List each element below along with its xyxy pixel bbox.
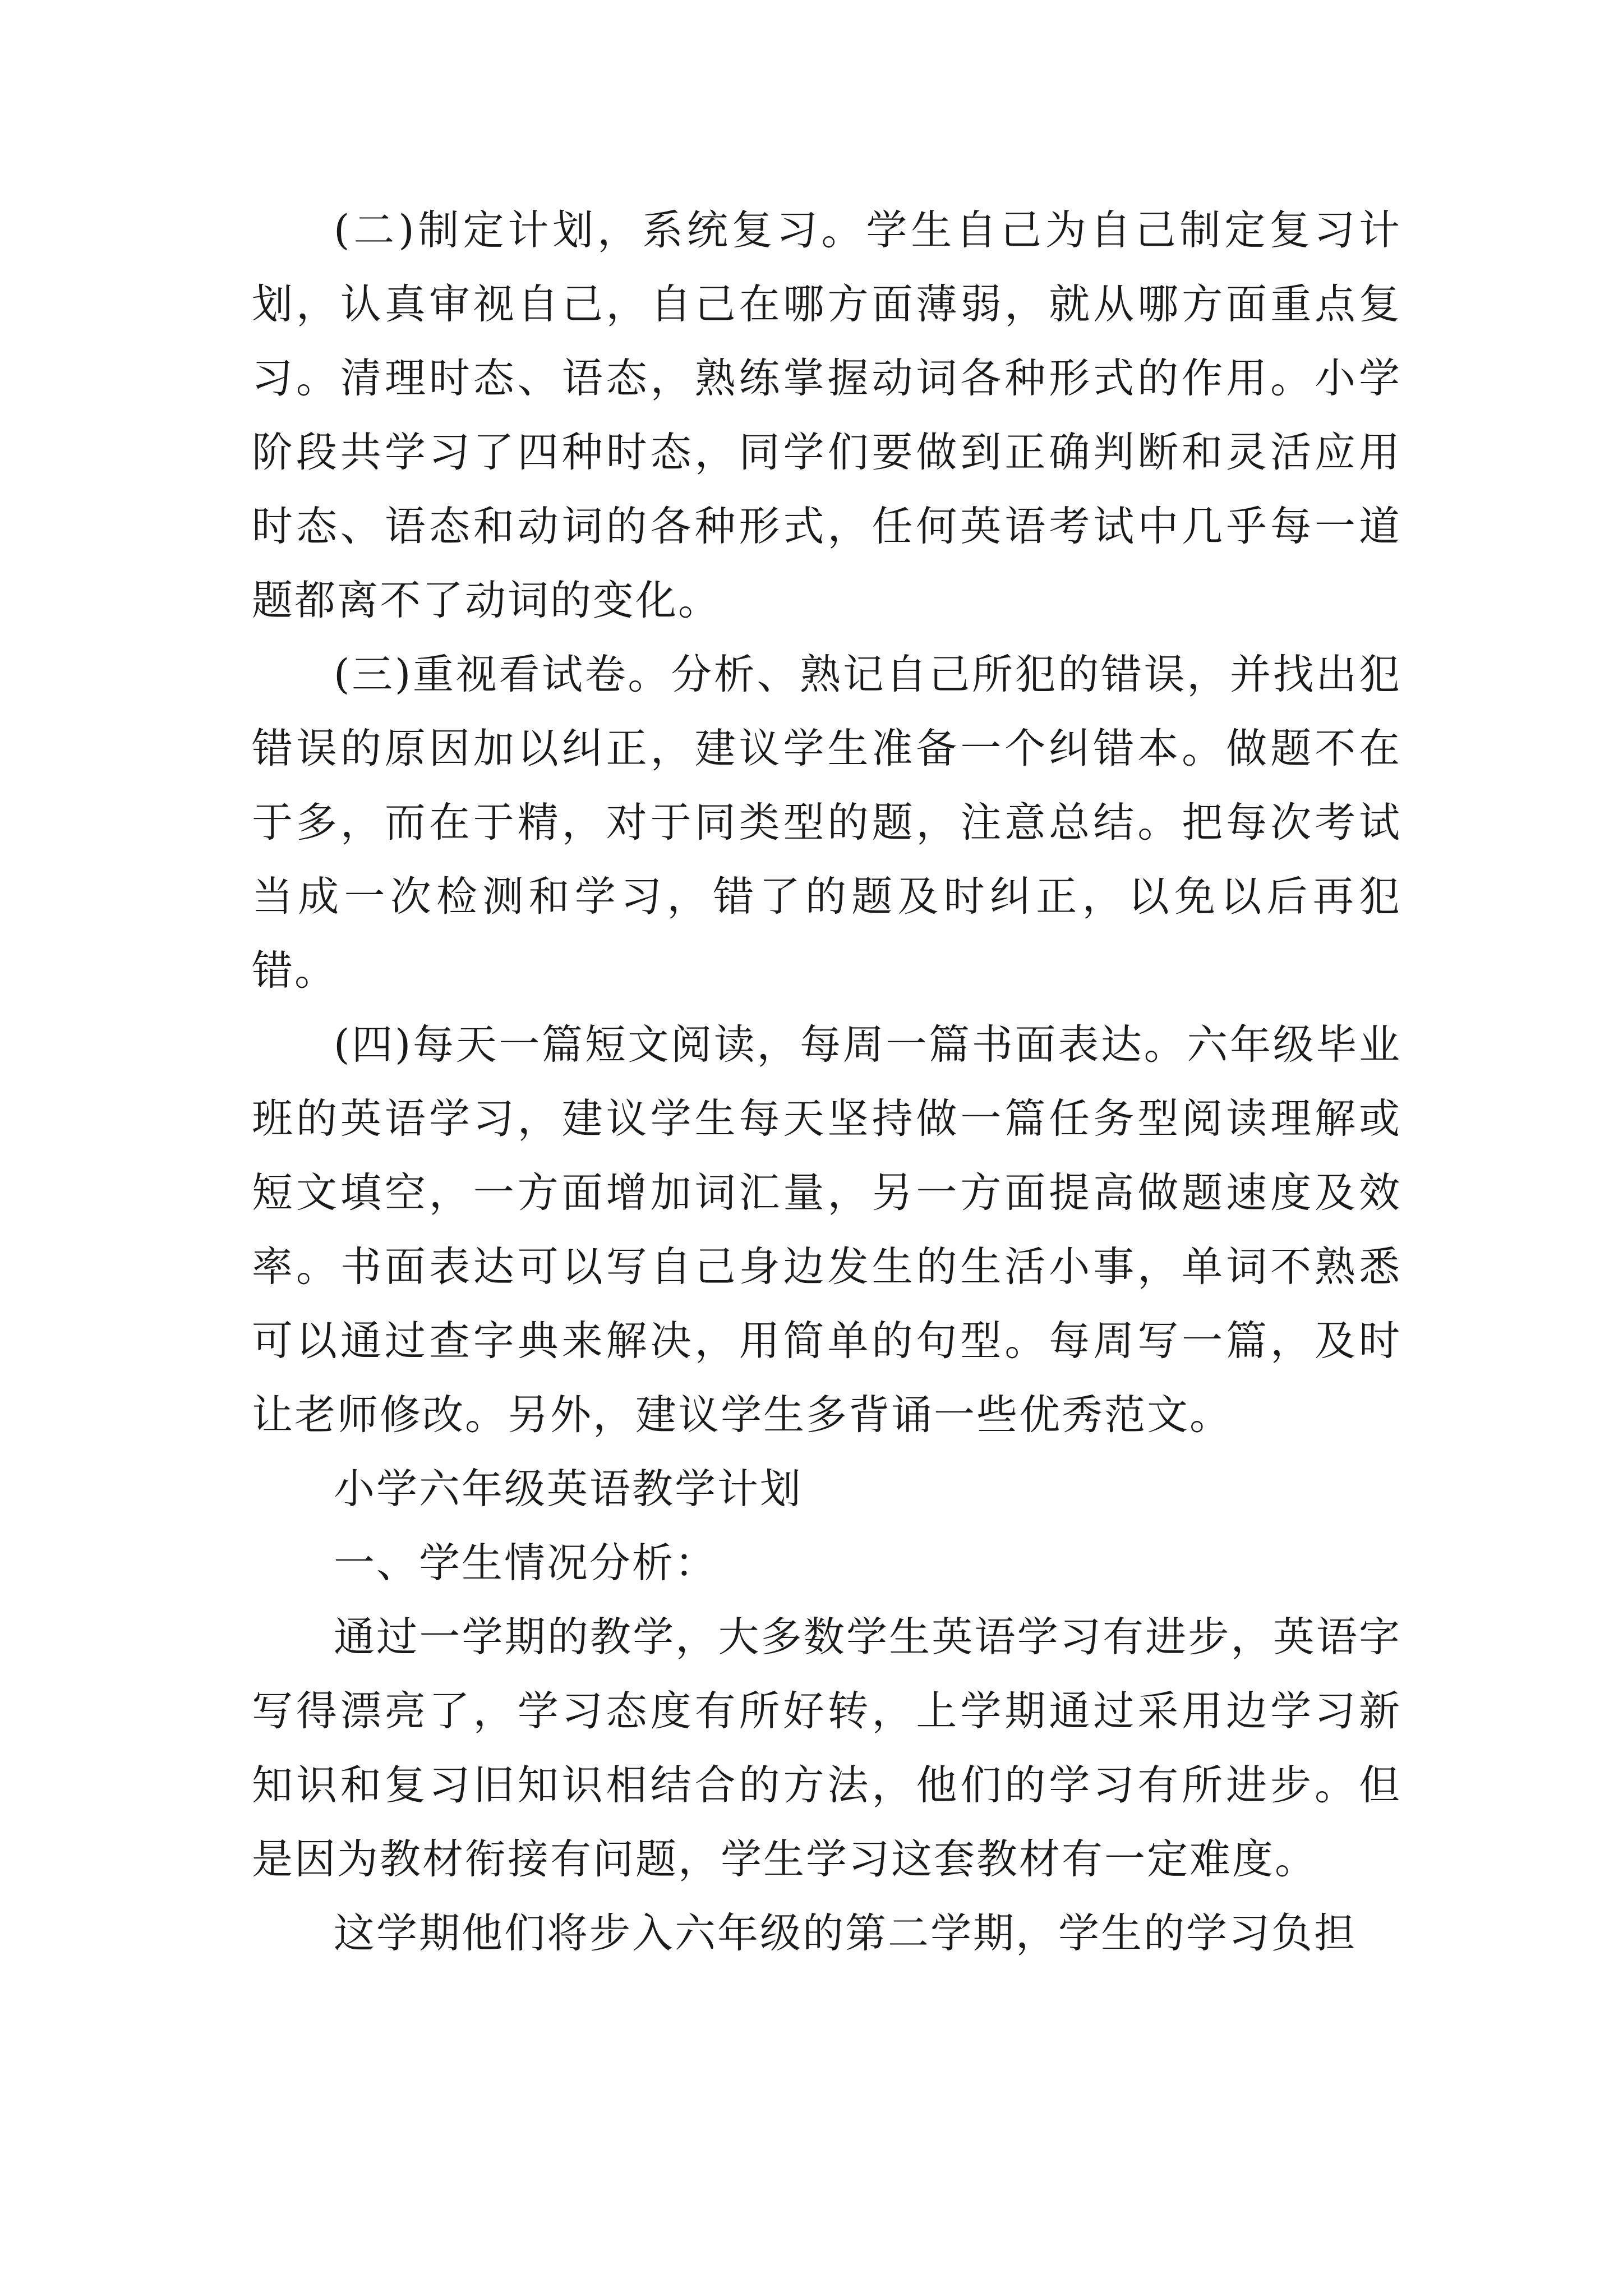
document-body (252, 194, 1401, 1971)
section-title: 小学六年级英语教学计划 (334, 1465, 803, 1513)
section-heading-student-analysis: 一、学生情况分析： (334, 1539, 717, 1587)
paragraph-second-term: 这学期他们将步入六年级的第二学期，学生的学习负担 (334, 1910, 1357, 1957)
paragraph-student-progress: 通过一学期的教学，大多数学生英语学习有进步，英语字写得漂亮了，学习态度有所好转，上学期通过采用边学习新知识和复习旧知识相结合的方法，他们的学习有所进步。但是因为教材衔接有问题，学生学习这套教材有一定难度。 (252, 1613, 1401, 1883)
paragraph-daily-reading: (四)每天一篇短文阅读，每周一篇书面表达。六年级毕业班的英语学习，建议学生每天坚持做一篇任务型阅读理解或短文填空，一方面增加词汇量，另一方面提高做题速度及效率。书面表达可以写自己身边发生的生活小事，单词不熟悉可以通过查字典来解决，用简单的句型。每周写一篇，及时让老师修改。另外，建议学生多背诵一些优秀范文。 (252, 1021, 1401, 1439)
paragraph-review-plan: (二)制定计划，系统复习。学生自己为自己制定复习计划，认真审视自己，自己在哪方面薄弱，就从哪方面重点复习。清理时态、语态，熟练掌握动词各种形式的作用。小学阶段共学习了四种时态，同学们要做到正确判断和灵活应用时态、语态和动词的各种形式，任何英语考试中几乎每一道题都离不了动词的变化。 (252, 206, 1401, 624)
paragraph-exam-papers: (三)重视看试卷。分析、熟记自己所犯的错误，并找出犯错误的原因加以纠正，建议学生准备一个纠错本。做题不在于多，而在于精，对于同类型的题，注意总结。把每次考试当成一次检测和学习，错了的题及时纠正，以免以后再犯错。 (252, 651, 1401, 995)
